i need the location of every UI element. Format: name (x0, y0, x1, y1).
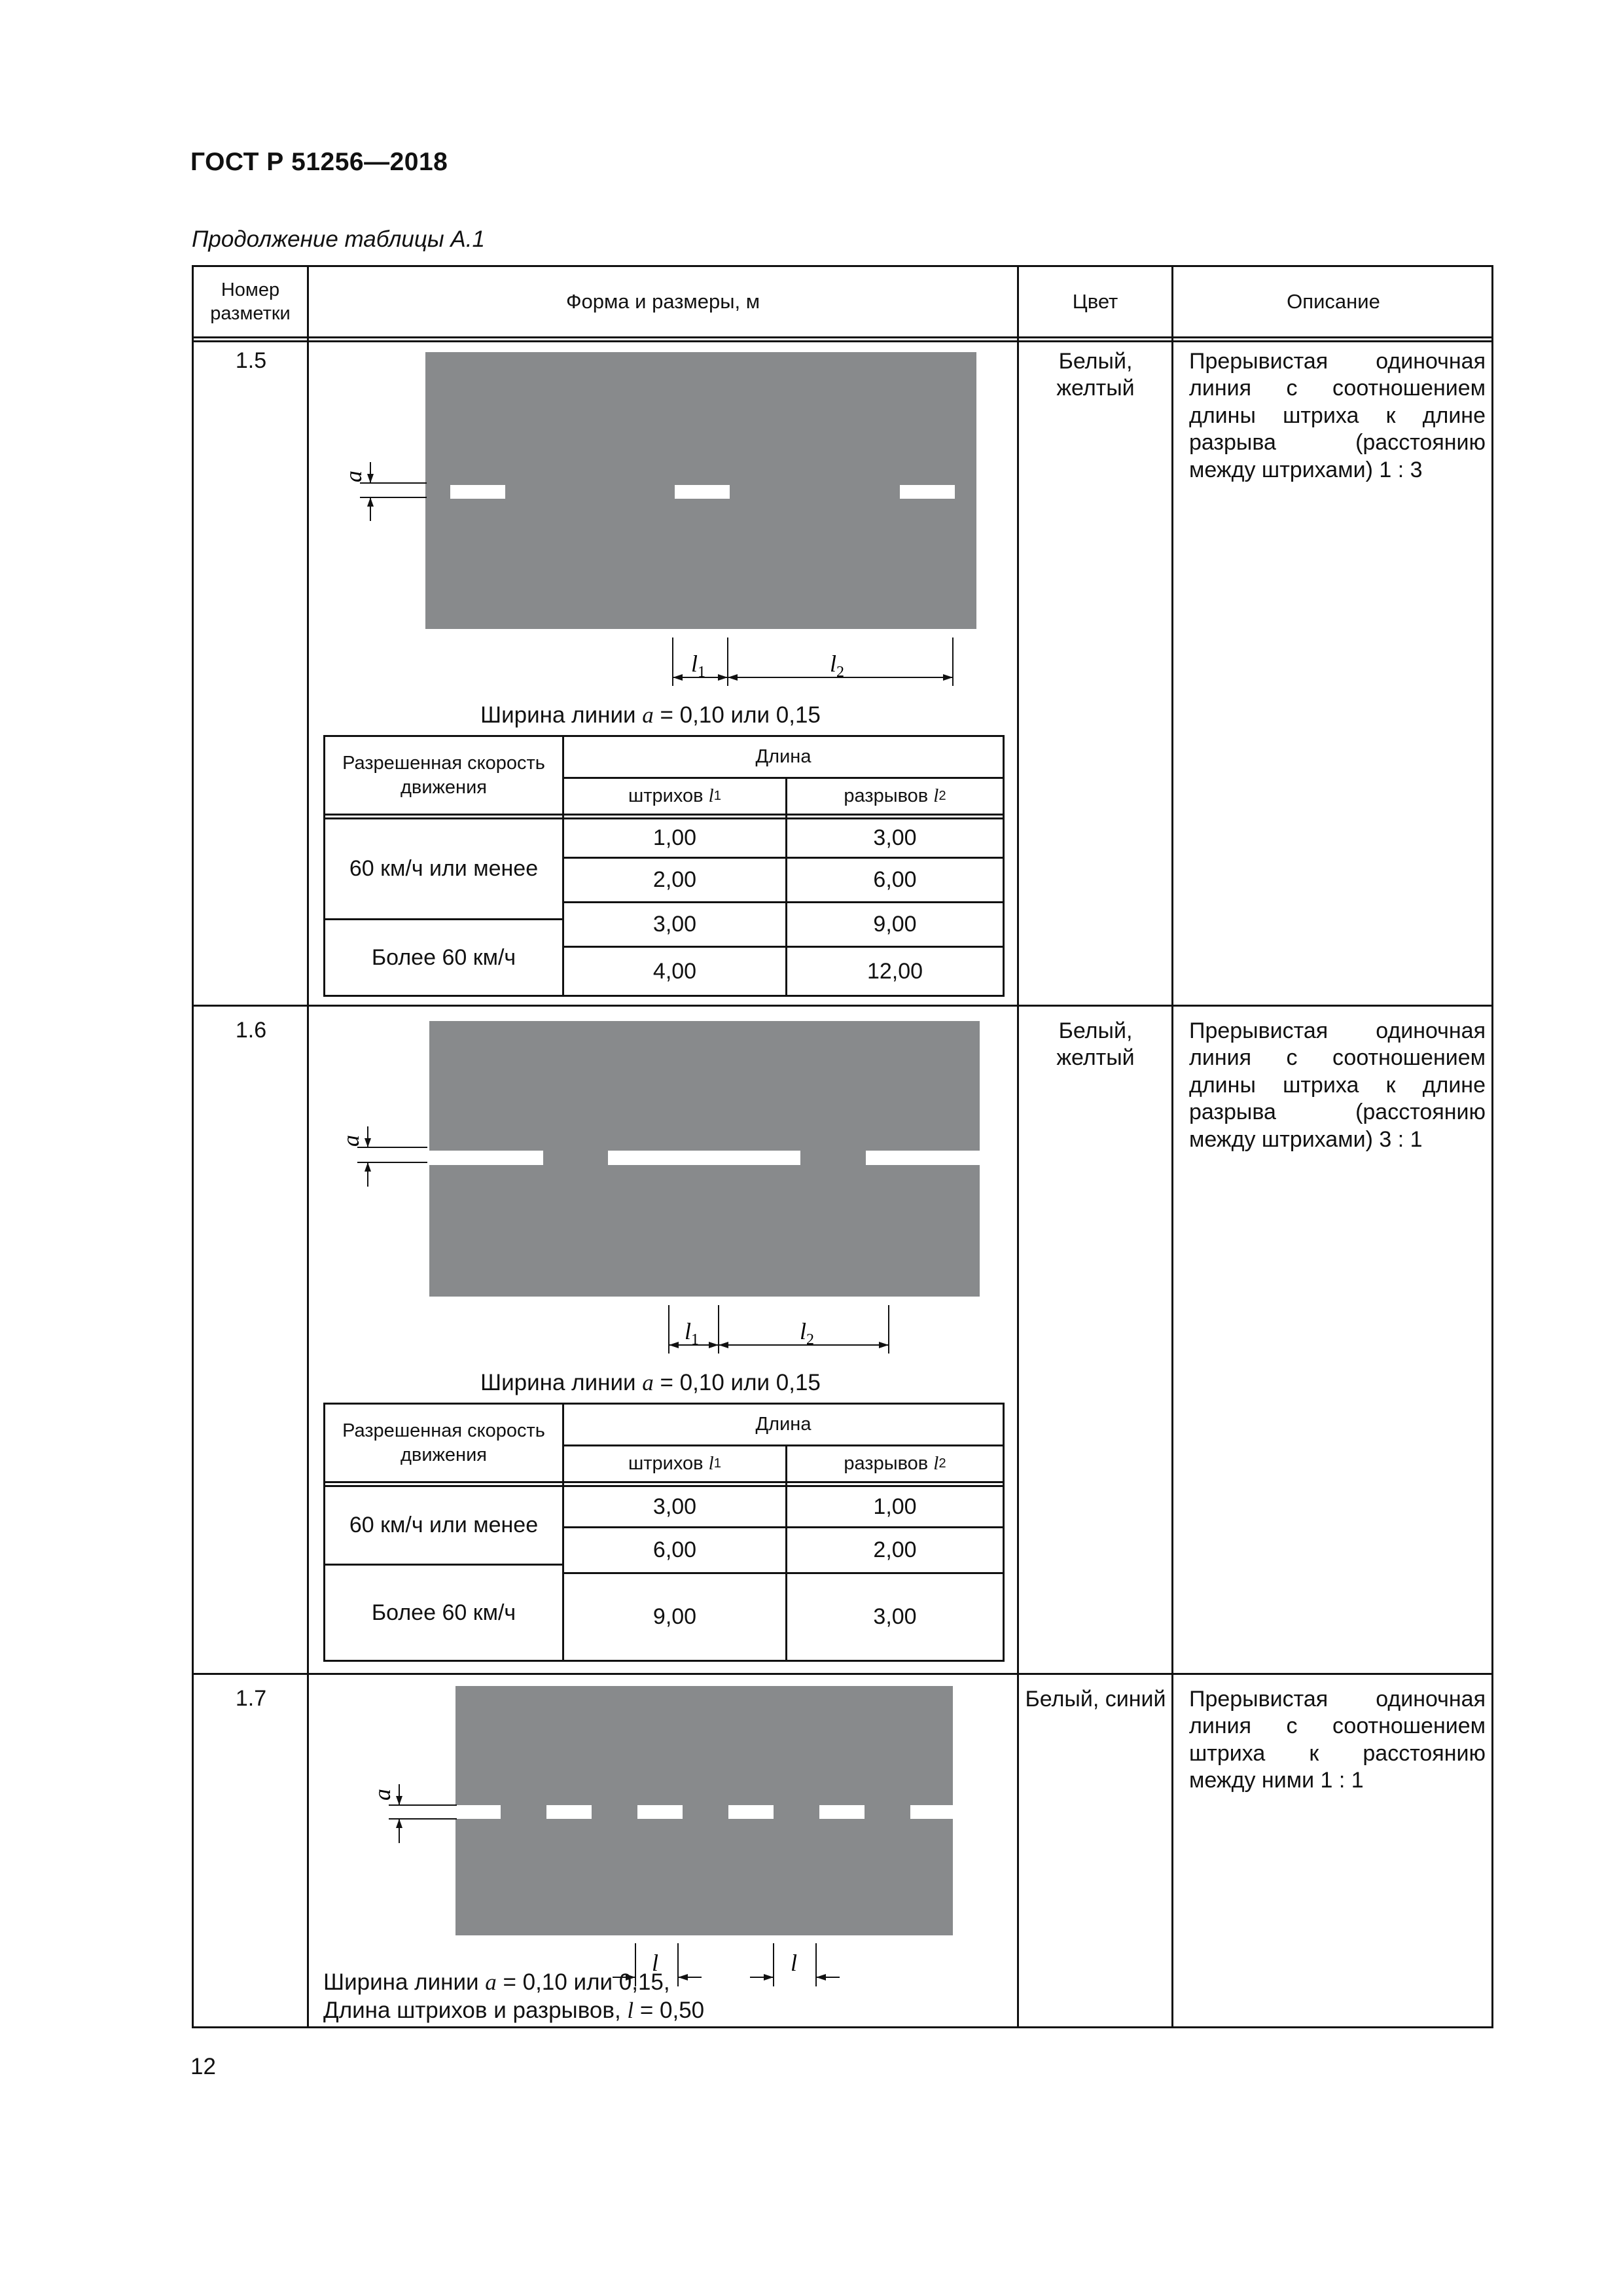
width-dimension (340, 437, 433, 535)
svg-text:a: a (369, 1789, 395, 1801)
marking-color: Белый, желтый (1056, 1018, 1135, 1071)
column-header-number: Номер разметки (210, 279, 291, 324)
gap-value: 3,00 (873, 825, 917, 851)
gap-value: 9,00 (873, 912, 917, 937)
speed-length-table (323, 735, 1005, 997)
svg-text:l: l (652, 1950, 659, 1976)
svg-text:l: l (791, 1950, 798, 1976)
marking-stroke (608, 1151, 800, 1165)
speed-cell: Более 60 км/ч (371, 944, 516, 970)
document-code: ГОСТ Р 51256—2018 (190, 148, 448, 176)
marking-stroke (637, 1805, 683, 1819)
marking-color: Белый, синий (1025, 1687, 1166, 1712)
marking-stroke (819, 1805, 865, 1819)
marking-stroke (546, 1805, 592, 1819)
marking-color: Белый, желтый (1056, 349, 1135, 401)
marking-stroke (429, 1151, 543, 1165)
marking-stroke (455, 1805, 501, 1819)
speed-cell: 60 км/ч или менее (349, 1513, 539, 1538)
gap-value: 1,00 (873, 1494, 917, 1519)
gaps-header: разрывов l 2 (844, 1453, 946, 1475)
width-dimension (338, 1102, 431, 1200)
speed-header: Разрешенная скорость движения (342, 753, 545, 798)
marking-description: Прерывистая одиночная линия с соотношением длины штриха к длине разрыва (расстоянию между штрихами) 1 : 3 (1189, 349, 1486, 482)
marking-stroke (675, 485, 730, 499)
speed-header: Разрешенная скорость движения (342, 1420, 545, 1465)
stroke-value: 3,00 (652, 912, 697, 937)
marking-description: Прерывистая одиночная линия с соотношением штриха к расстоянию между ними 1 : 1 (1189, 1687, 1486, 1793)
table-continuation-label: Продолжение таблицы А.1 (192, 226, 485, 252)
svg-text:a: a (338, 1135, 364, 1147)
strokes-header: штрихов l 1 (628, 785, 721, 807)
speed-cell: 60 км/ч или менее (349, 856, 539, 882)
stroke-value: 3,00 (652, 1494, 697, 1519)
strokes-header: штрихов l 1 (628, 1453, 721, 1475)
line-width-caption: Ширина линии а = 0,10 или 0,15, Длина штрихов и разрывов, l = 0,50 (323, 1969, 705, 2023)
marking-description: Прерывистая одиночная линия с соотношением длины штриха к длине разрыва (расстоянию между штрихами) 3 : 1 (1189, 1018, 1486, 1152)
gap-value: 3,00 (873, 1604, 917, 1630)
length-header: Длина (755, 746, 812, 768)
svg-text:l2: $l_2$ (800, 1318, 815, 1348)
marking-stroke (866, 1151, 980, 1165)
page-number: 12 (190, 2054, 216, 2079)
stroke-value: 9,00 (652, 1604, 697, 1630)
gap-value: 2,00 (873, 1537, 917, 1563)
stroke-value: 6,00 (652, 1537, 697, 1563)
svg-text:l2: $l_2$ (830, 651, 845, 681)
marking-stroke (900, 485, 955, 499)
stroke-value: 1,00 (652, 825, 697, 851)
marking-table (192, 265, 1493, 2028)
svg-text:a: a (340, 471, 366, 482)
line-width-caption: Ширина линии а = 0,10 или 0,15 (480, 1370, 821, 1395)
svg-text:l1: $l_1$ (685, 1318, 700, 1348)
gap-value: 12,00 (866, 958, 923, 984)
marking-stroke (728, 1805, 774, 1819)
line-width-caption: Ширина линии а = 0,10 или 0,15 (480, 702, 821, 728)
length-dimension (661, 1301, 1093, 1360)
column-header-color: Цвет (1072, 289, 1118, 313)
road-diagram (429, 1021, 980, 1297)
marking-number: 1.5 (235, 348, 267, 373)
length-header: Длина (755, 1414, 812, 1435)
marking-number: 1.6 (235, 1018, 267, 1043)
marking-stroke (450, 485, 505, 499)
gap-value: 6,00 (873, 867, 917, 893)
svg-text:l1: $l_1$ (691, 651, 706, 681)
column-header-form: Форма и размеры, м (565, 289, 760, 313)
column-header-description: Описание (1287, 289, 1380, 313)
marking-stroke (910, 1805, 953, 1819)
stroke-value: 2,00 (652, 867, 697, 893)
width-dimension (369, 1766, 462, 1864)
length-dimension (665, 634, 1097, 692)
marking-number: 1.7 (235, 1686, 267, 1711)
stroke-value: 4,00 (652, 958, 697, 984)
road-diagram (425, 352, 976, 629)
speed-cell: Более 60 км/ч (371, 1600, 516, 1625)
speed-length-table (323, 1403, 1005, 1662)
road-diagram (455, 1686, 953, 1935)
gaps-header: разрывов l 2 (844, 785, 946, 807)
